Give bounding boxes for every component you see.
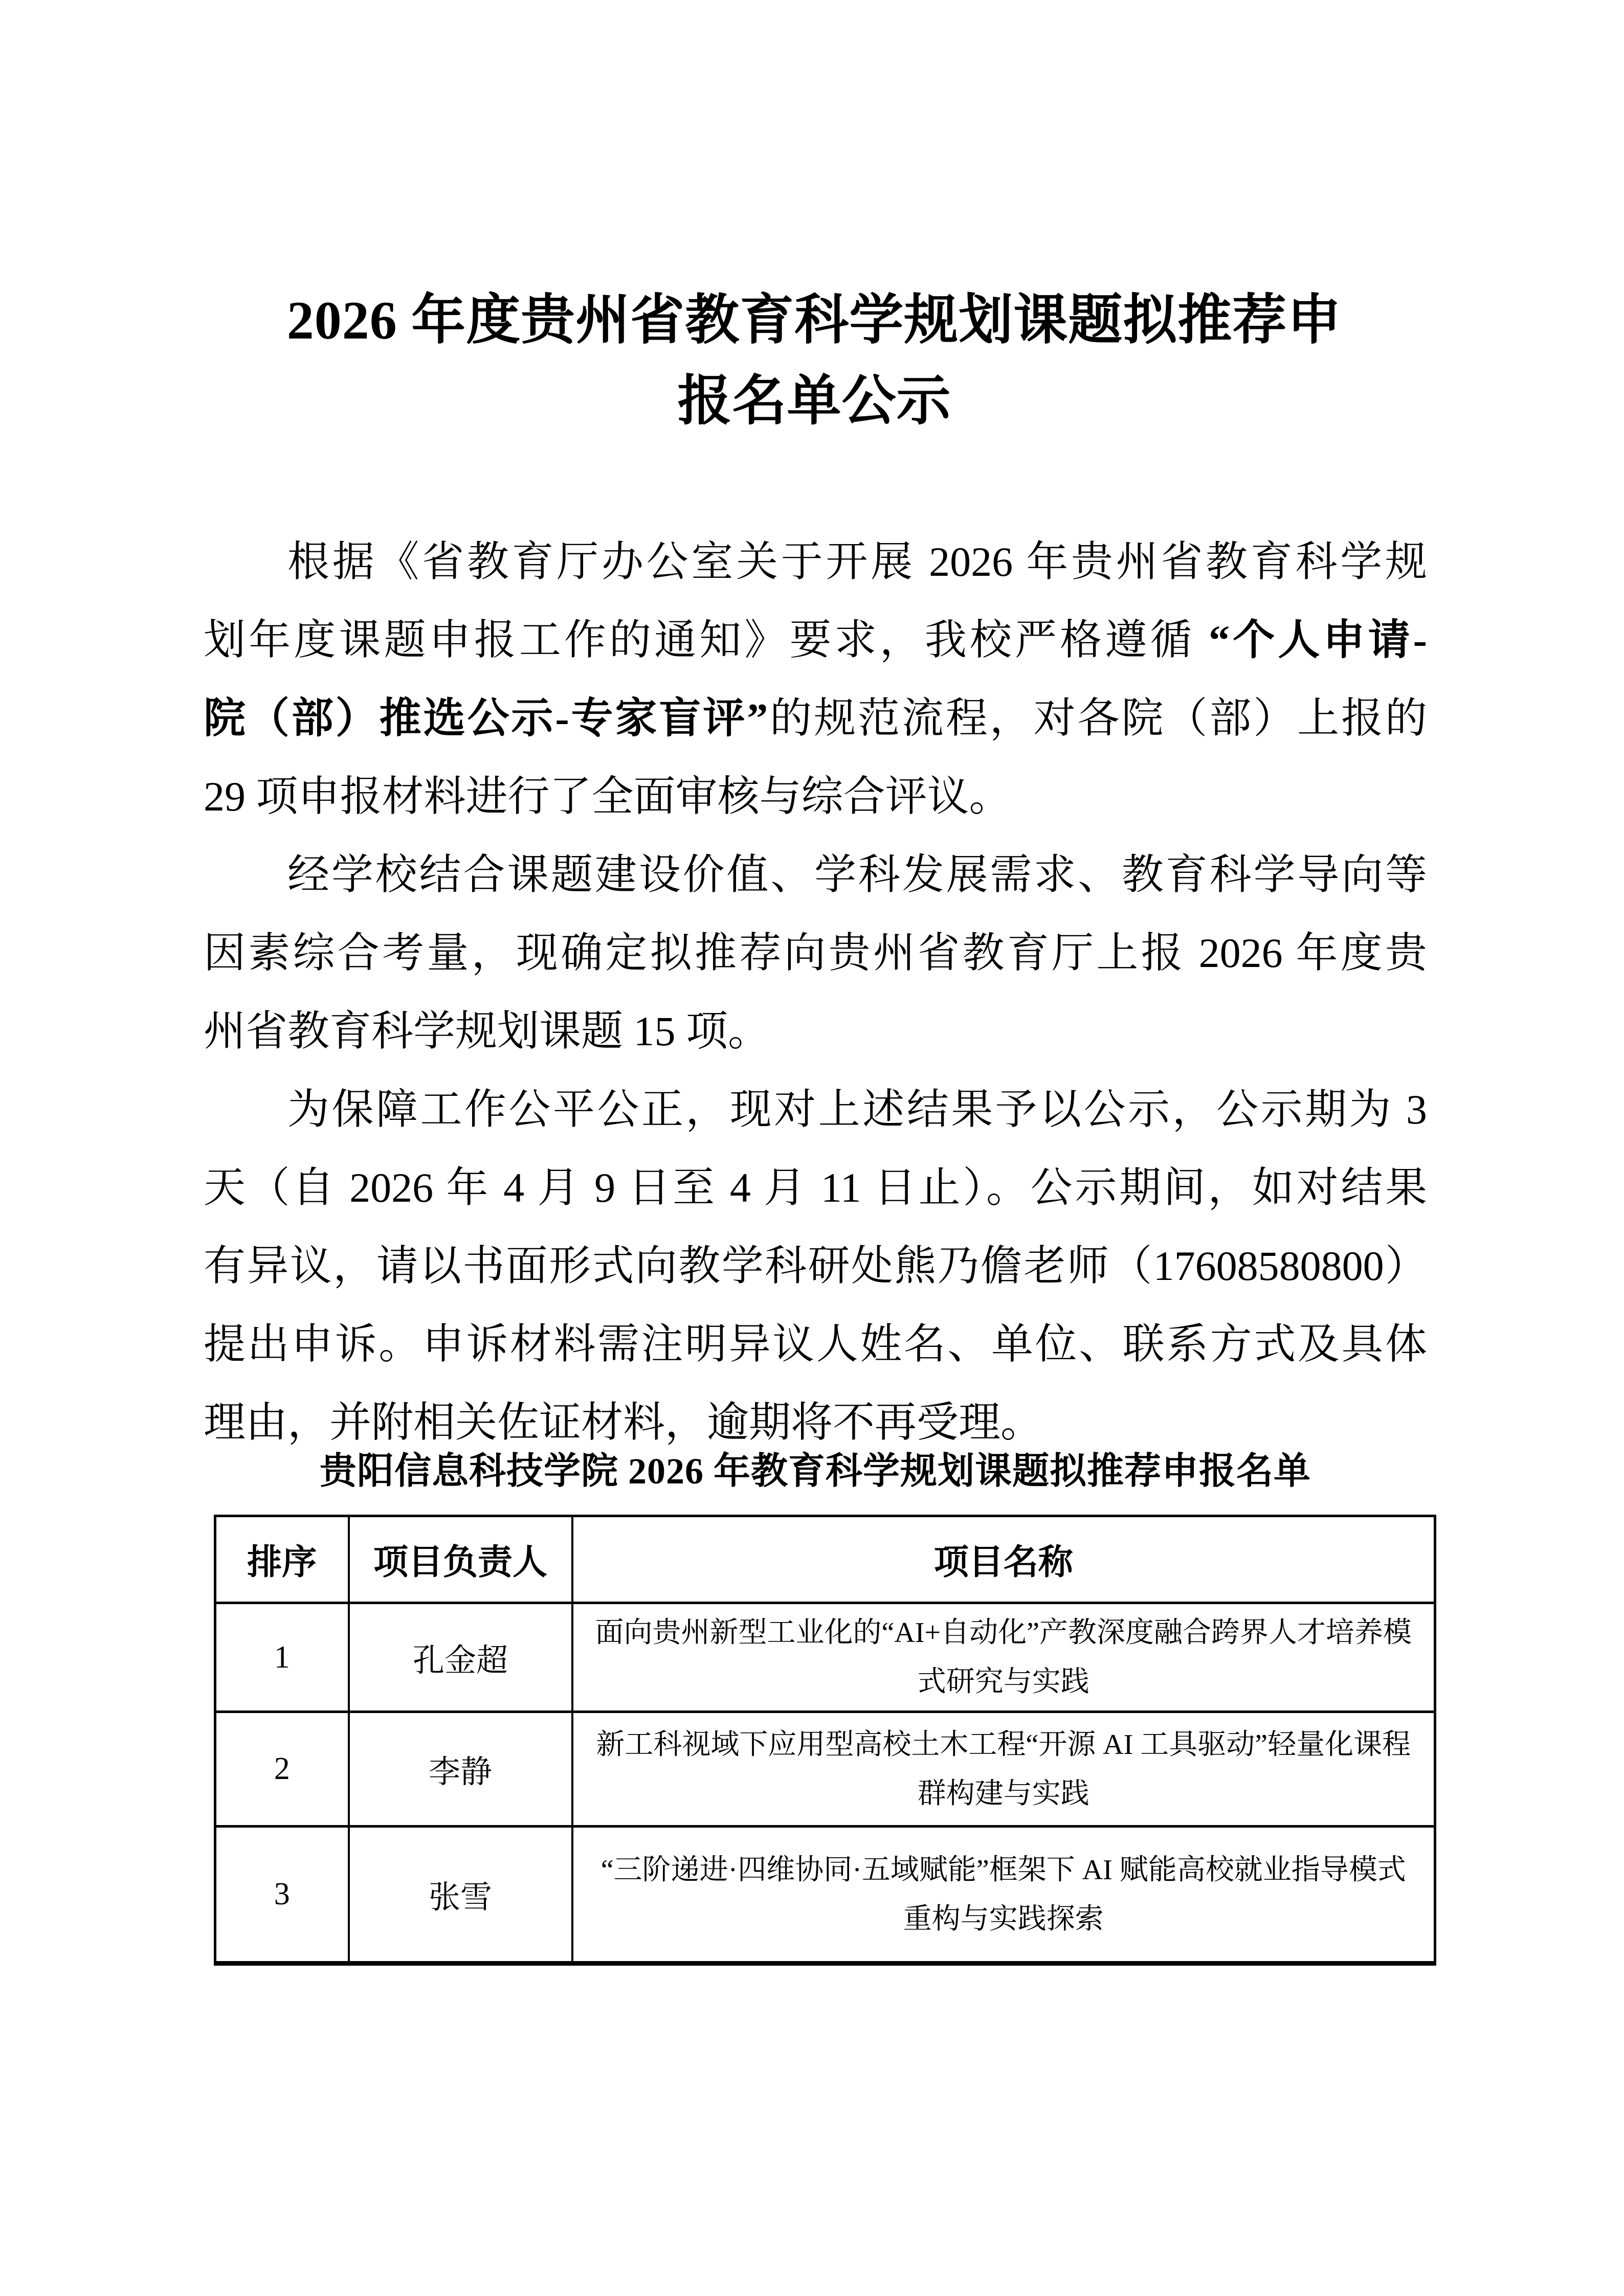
paragraph-1-line-2: 划年度课题申报工作的通知》要求，我校严格遵循 “个人申请- — [204, 617, 1427, 663]
table-header-row — [215, 1516, 1435, 1603]
cell-rank: 1 — [215, 1603, 349, 1712]
page-title — [201, 280, 1428, 442]
cell-title: 面向贵州新型工业化的“AI+自动化”产教深度融合跨界人才培养模式研究与实践 — [572, 1603, 1435, 1712]
projects-table — [214, 1515, 1436, 1966]
paragraph-3-line-5: 理由，并附相关佐证材料，逾期将不再受理。 — [204, 1399, 1043, 1446]
column-header-1: 排序 — [215, 1516, 349, 1603]
cell-leader: 张雪 — [349, 1827, 572, 1964]
paragraph-2-line-2: 因素综合考量，现确定拟推荐向贵州省教育厅上报 2026 年度贵 — [204, 930, 1427, 976]
cell-leader: 李静 — [349, 1712, 572, 1827]
paragraph-3-line-1: 为保障工作公平公正，现对上述结果予以公示，公示期为 3 — [287, 1086, 1427, 1133]
paragraph-3-line-2: 天（自 2026 年 4 月 9 日至 4 月 11 日止）。公示期间，如对结果 — [204, 1164, 1427, 1211]
cell-title: 新工科视域下应用型高校土木工程“开源 AI 工具驱动”轻量化课程群构建与实践 — [572, 1712, 1435, 1827]
title-line-2: 报名单公示 — [677, 371, 951, 431]
cell-leader: 孔金超 — [349, 1603, 572, 1712]
table-row — [215, 1827, 1435, 1964]
table-row — [215, 1712, 1435, 1827]
paragraph-1-line-4: 29 项申报材料进行了全面审核与综合评议。 — [204, 773, 1011, 820]
body-text — [204, 523, 1427, 1461]
table-body — [215, 1603, 1435, 1964]
cell-rank: 3 — [215, 1827, 349, 1964]
paragraph-3-line-4: 提出申诉。申诉材料需注明异议人姓名、单位、联系方式及具体 — [204, 1321, 1427, 1367]
column-header-2: 项目负责人 — [349, 1516, 572, 1603]
paragraph-1-line-1: 根据《省教育厅办公室关于开展 2026 年贵州省教育科学规 — [287, 538, 1427, 585]
paragraph-2-line-1: 经学校结合课题建设价值、学科发展需求、教育科学导向等 — [287, 851, 1427, 898]
paragraph-1-line-3: 院（部）推选公示-专家盲评”的规范流程，对各院（部）上报的 — [204, 695, 1427, 741]
paragraph-3-line-3: 有异议，请以书面形式向教学科研处熊乃儋老师（17608580800） — [204, 1243, 1427, 1289]
column-header-3: 项目名称 — [572, 1516, 1435, 1603]
table-row — [215, 1603, 1435, 1712]
paragraph-2-line-3: 州省教育科学规划课题 15 项。 — [204, 1008, 770, 1054]
cell-title: “三阶递进·四维协同·五域赋能”框架下 AI 赋能高校就业指导模式重构与实践探索 — [572, 1827, 1435, 1964]
cell-rank: 2 — [215, 1712, 349, 1827]
table-caption: 贵阳信息科技学院 2026 年教育科学规划课题拟推荐申报名单 — [319, 1451, 1311, 1492]
title-line-1: 2026 年度贵州省教育科学规划课题拟推荐申 — [286, 290, 1342, 350]
